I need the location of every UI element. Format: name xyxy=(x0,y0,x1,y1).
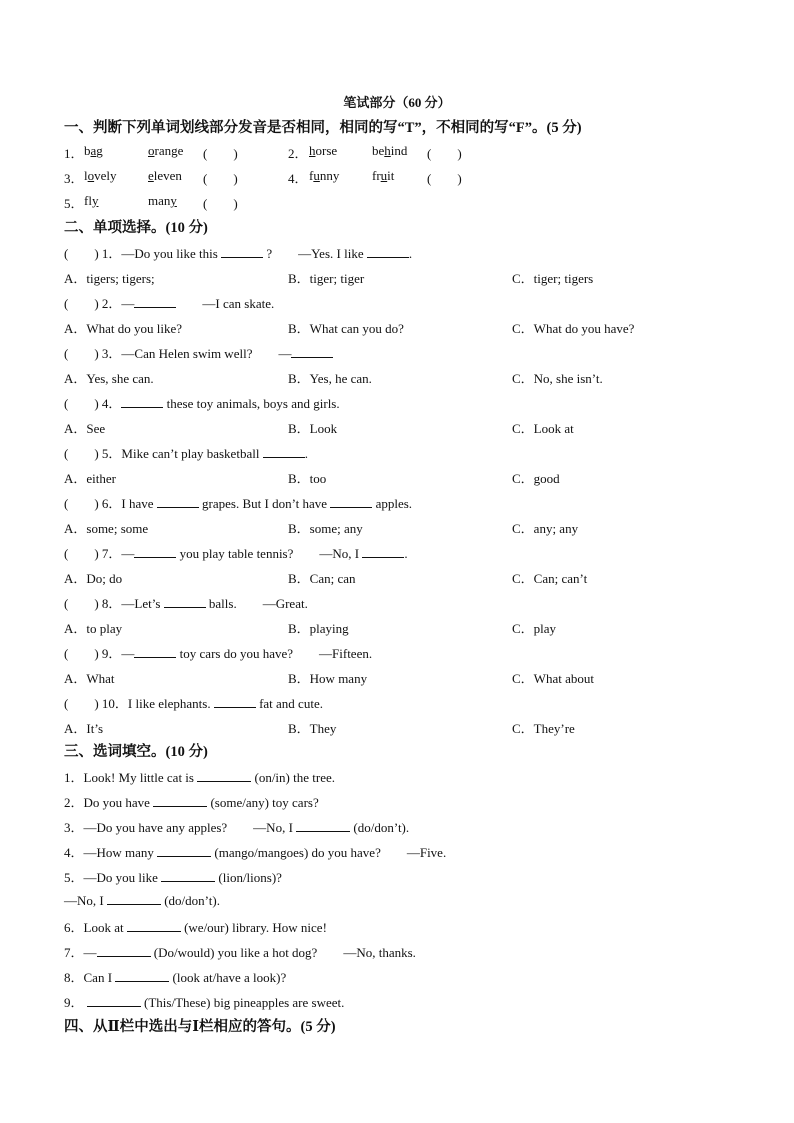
s1-item-2-num: 2． xyxy=(288,146,308,161)
q5-option-a: A．either xyxy=(64,471,116,486)
answer-blank[interactable] xyxy=(134,295,176,308)
fill-item-5: 5．—Do you like (lion/lions)? xyxy=(64,870,282,885)
answer-blank[interactable] xyxy=(362,545,404,558)
s1-item-5-word1: fly xyxy=(84,193,99,208)
s1-item-2-paren: ( ) xyxy=(427,146,462,161)
answer-blank[interactable] xyxy=(161,869,215,882)
answer-blank[interactable] xyxy=(127,919,181,932)
s1-item-5-word2: many xyxy=(148,193,177,208)
s1-item-1-paren: ( ) xyxy=(203,146,238,161)
answer-blank[interactable] xyxy=(367,245,409,258)
mc-question-5: ( ) 5．Mike can’t play basketball . xyxy=(64,446,308,461)
fill-item-2: 2．Do you have (some/any) toy cars? xyxy=(64,795,319,810)
q8-option-a: A．to play xyxy=(64,621,123,636)
answer-blank[interactable] xyxy=(134,645,176,658)
q3-option-b: B．Yes, he can. xyxy=(288,371,372,386)
answer-blank[interactable] xyxy=(214,695,256,708)
s1-item-3-word1: lovely xyxy=(84,168,117,183)
fill-item-9: 9． (This/These) big pineapples are sweet. xyxy=(64,995,345,1010)
s1-item-1: 1． bag xyxy=(64,143,103,161)
q4-option-b: B．Look xyxy=(288,421,338,436)
q2-option-b: B．What can you do? xyxy=(288,321,404,336)
answer-blank[interactable] xyxy=(115,969,169,982)
answer-blank[interactable] xyxy=(263,445,305,458)
s1-item-3-paren: ( ) xyxy=(203,171,238,186)
s1-item-4-paren: ( ) xyxy=(427,171,462,186)
q3-option-a: A．Yes, she can. xyxy=(64,371,154,386)
mc-question-8: ( ) 8．—Let’s balls. —Great. xyxy=(64,596,308,611)
answer-blank[interactable] xyxy=(134,545,176,558)
q5-option-c: C．good xyxy=(512,471,560,486)
s1-item-5-paren: ( ) xyxy=(203,196,238,211)
q10-option-c: C．They’re xyxy=(512,721,575,736)
q6-option-c: C．any; any xyxy=(512,521,579,536)
q1-option-c: C．tiger; tigers xyxy=(512,271,594,286)
mc-question-9: ( ) 9．— toy cars do you have? —Fifteen. xyxy=(64,646,373,661)
s1-item-2-word1: horse xyxy=(309,143,338,158)
q2-option-a: A．What do you like? xyxy=(64,321,183,336)
q5-option-b: B．too xyxy=(288,471,327,486)
mc-question-1: ( ) 1．—Do you like this ? —Yes. I like . xyxy=(64,246,413,261)
answer-blank[interactable] xyxy=(97,944,151,957)
fill-item-7: 7．— (Do/would) you like a hot dog? —No, thanks. xyxy=(64,945,416,960)
answer-blank[interactable] xyxy=(87,994,141,1007)
s1-item-4-num: 4． xyxy=(288,171,308,186)
section-2-heading: 二、单项选择。(10 分) xyxy=(64,220,208,236)
fill-item-5b: —No, I (do/don’t). xyxy=(64,893,220,908)
answer-blank[interactable] xyxy=(197,769,251,782)
q7-option-a: A．Do; do xyxy=(64,571,123,586)
s1-item-3-word2: eleven xyxy=(148,168,182,183)
fill-item-3: 3．—Do you have any apples? —No, I (do/don’t). xyxy=(64,820,410,835)
q6-option-b: B．some; any xyxy=(288,521,363,536)
answer-blank[interactable] xyxy=(157,495,199,508)
answer-blank[interactable] xyxy=(221,245,263,258)
q9-option-a: A．What xyxy=(64,671,115,686)
answer-blank[interactable] xyxy=(330,495,372,508)
q8-option-b: B．playing xyxy=(288,621,349,636)
page-title: 笔试部分（60 分） xyxy=(343,95,451,110)
mc-question-6: ( ) 6．I have grapes. But I don’t have apples. xyxy=(64,496,413,511)
s1-item-5-num: 5． xyxy=(64,196,84,211)
s1-item-1-word2: orange xyxy=(148,143,184,158)
q10-option-a: A．It’s xyxy=(64,721,104,736)
q7-option-b: B．Can; can xyxy=(288,571,356,586)
s1-item-4-word2: fruit xyxy=(372,168,395,183)
mc-question-10: ( ) 10．I like elephants. fat and cute. xyxy=(64,696,323,711)
q2-option-c: C．What do you have? xyxy=(512,321,635,336)
mc-question-3: ( ) 3．—Can Helen swim well? — xyxy=(64,343,333,362)
fill-item-1: 1．Look! My little cat is (on/in) the tree. xyxy=(64,770,335,785)
q9-option-b: B．How many xyxy=(288,671,368,686)
q3-option-c: C．No, she isn’t. xyxy=(512,371,603,386)
answer-blank[interactable] xyxy=(157,844,211,857)
answer-blank[interactable] xyxy=(164,595,206,608)
q10-option-b: B．They xyxy=(288,721,337,736)
section-4-heading: 四、从Ⅱ栏中选出与Ⅰ栏相应的答句。(5 分) xyxy=(64,1019,336,1035)
section-1-heading: 一、判断下列单词划线部分发音是否相同，相同的写“T”，不相同的写“F”。(5 分) xyxy=(64,120,582,136)
answer-blank[interactable] xyxy=(153,794,207,807)
q7-option-c: C．Can; can’t xyxy=(512,571,588,586)
section-3-heading: 三、选词填空。(10 分) xyxy=(64,744,208,760)
answer-blank[interactable] xyxy=(291,345,333,358)
answer-blank[interactable] xyxy=(107,892,161,905)
q4-option-a: A．See xyxy=(64,421,106,436)
mc-question-7: ( ) 7．— you play table tennis? —No, I . xyxy=(64,546,408,561)
s1-item-3-num: 3． xyxy=(64,171,84,186)
mc-question-4: ( ) 4． these toy animals, boys and girls. xyxy=(64,396,340,411)
fill-item-6: 6．Look at (we/our) library. How nice! xyxy=(64,920,327,935)
q6-option-a: A．some; some xyxy=(64,521,149,536)
s1-item-4-word1: funny xyxy=(309,168,340,183)
q4-option-c: C．Look at xyxy=(512,421,574,436)
s1-item-2-word2: behind xyxy=(372,143,408,158)
q8-option-c: C．play xyxy=(512,621,557,636)
mc-question-2: ( ) 2．— —I can skate. xyxy=(64,296,275,311)
fill-item-4: 4．—How many (mango/mangoes) do you have? —Five. xyxy=(64,845,447,860)
fill-item-8: 8．Can I (look at/have a look)? xyxy=(64,970,287,985)
q1-option-a: A．tigers; tigers; xyxy=(64,271,155,286)
answer-blank[interactable] xyxy=(121,395,163,408)
q1-option-b: B．tiger; tiger xyxy=(288,271,365,286)
answer-blank[interactable] xyxy=(296,819,350,832)
q9-option-c: C．What about xyxy=(512,671,594,686)
